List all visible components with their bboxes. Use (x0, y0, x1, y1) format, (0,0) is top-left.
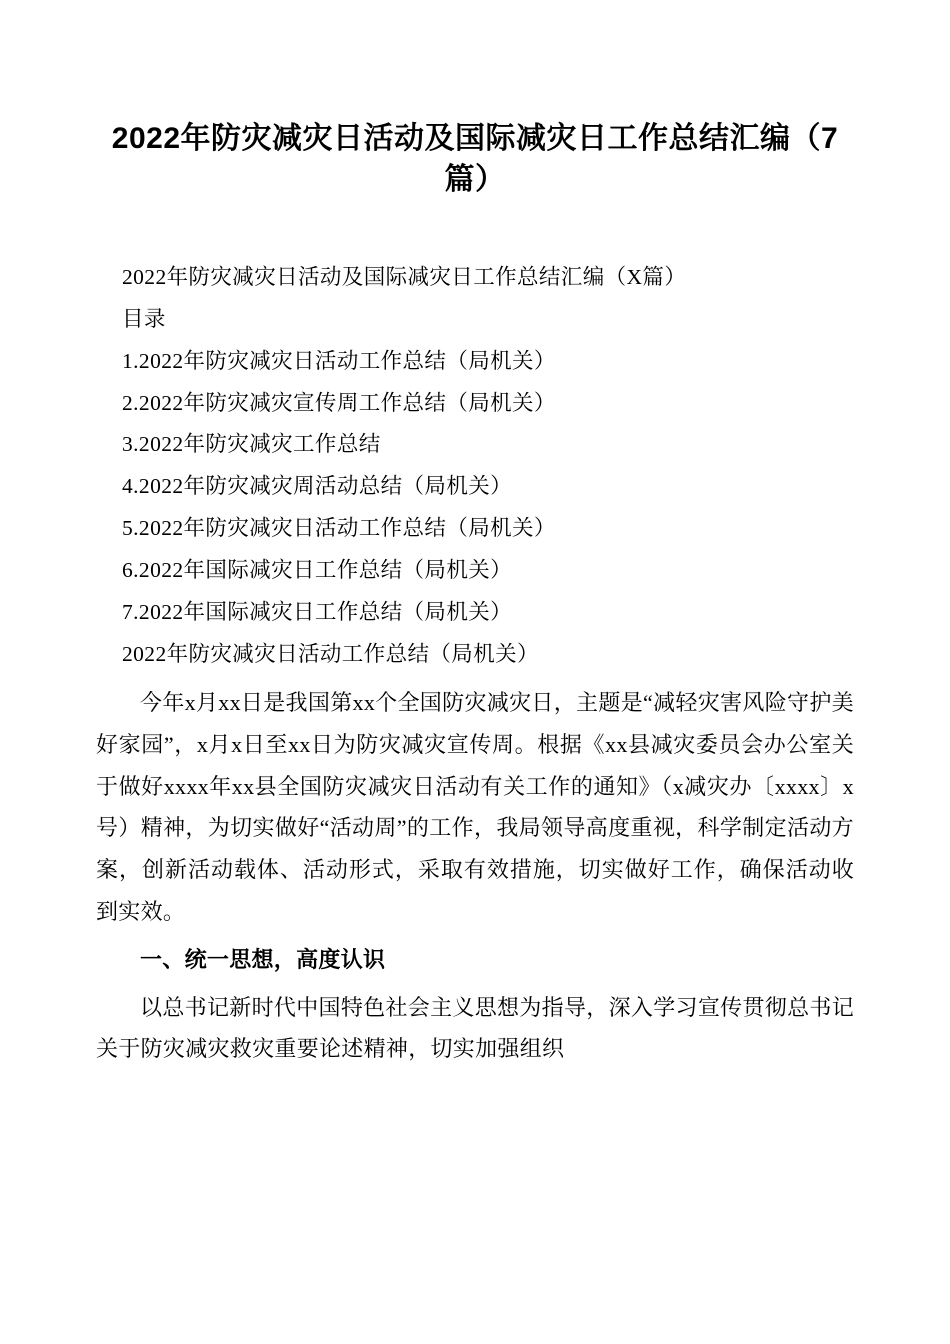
article-heading: 2022年防灾减灾日活动工作总结（局机关） (122, 642, 539, 667)
list-item[interactable]: 6.2022年国际减灾日工作总结（局机关） (122, 558, 513, 583)
toc-header: 2022年防灾减灾日活动及国际减灾日工作总结汇编（X篇） (122, 264, 687, 289)
list-item[interactable]: 7.2022年国际减灾日工作总结（局机关） (122, 600, 513, 625)
list-item[interactable]: 2.2022年防灾减灾宣传周工作总结（局机关） (122, 390, 556, 415)
page-title: 2022年防灾减灾日活动及国际减灾日工作总结汇编（7篇） (111, 122, 839, 197)
list-item[interactable]: 1.2022年防灾减灾日活动工作总结（局机关） (122, 348, 556, 373)
article-intro-paragraph: 今年x月xx日是我国第xx个全国防灾减灾日，主题是“减轻灾害风险守护美好家园”，x月x日至xx日为防灾减灾宣传周。根据《xx县减灾委员会办公室关于做好xxxx年xx县全国防灾减灾日活动有关工作的通知》（x减灾办〔xxxx〕x号）精神，为切实做好“活动周”的工作，我局领导高度重视，科学制定活动方案，创新活动载体、活动形式，采取有效措施，切实做好工作，确保活动收到实效。 (96, 690, 854, 924)
list-item[interactable]: 3.2022年防灾减灾工作总结 (122, 432, 381, 457)
toc-label: 目录 (122, 306, 166, 331)
list-item[interactable]: 5.2022年防灾减灾日活动工作总结（局机关） (122, 516, 556, 541)
article-section-1-heading: 一、统一思想，高度认识 (140, 946, 386, 972)
list-item[interactable]: 4.2022年防灾减灾周活动总结（局机关） (122, 474, 513, 499)
table-of-contents (96, 257, 854, 634)
article-section-1-paragraph: 以总书记新时代中国特色社会主义思想为指导，深入学习宣传贯彻总书记关于防灾减灾救灾重要论述精神，切实加强组织 (96, 994, 854, 1062)
